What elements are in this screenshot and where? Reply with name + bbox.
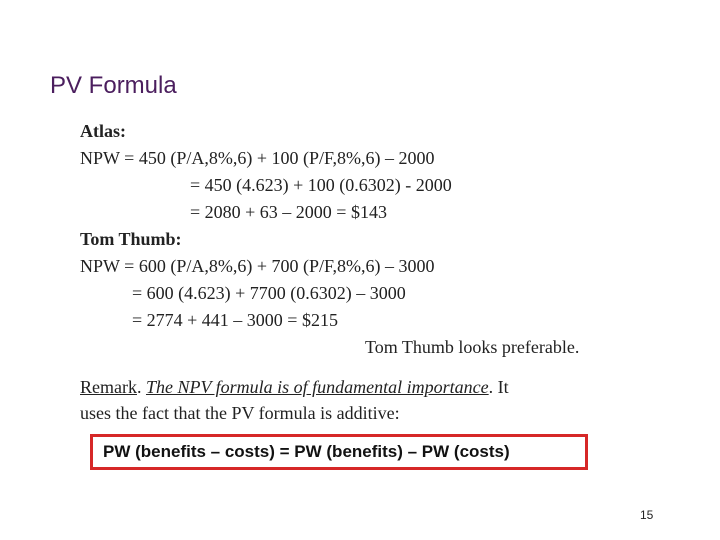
conclusion-text: Tom Thumb looks preferable.	[365, 337, 580, 357]
pw-additivity-formula: PW (benefits – costs) = PW (benefits) – PW (costs)	[103, 442, 510, 461]
atlas-formula-line-2: = 450 (4.623) + 100 (0.6302) - 2000	[190, 175, 452, 195]
remark-separator-1: .	[136, 377, 146, 397]
remark-label: Remark	[80, 377, 137, 397]
atlas-heading: Atlas:	[80, 121, 126, 141]
remark-separator-2: . It	[488, 377, 509, 397]
tom-thumb-formula-line-3: = 2774 + 441 – 3000 = $215	[132, 310, 338, 330]
pw-additivity-formula-box	[90, 434, 588, 470]
remark-line-2: uses the fact that the PV formula is additive:	[80, 403, 400, 423]
remark-line-1	[80, 374, 509, 400]
atlas-formula-line-1: NPW = 450 (P/A,8%,6) + 100 (P/F,8%,6) – 2000	[80, 148, 435, 168]
atlas-formula-line-3: = 2080 + 63 – 2000 = $143	[190, 202, 387, 222]
tom-thumb-formula-line-2: = 600 (4.623) + 7700 (0.6302) – 3000	[132, 283, 406, 303]
page-number: 15	[640, 508, 654, 522]
slide-title: PV Formula	[50, 72, 177, 99]
tom-thumb-heading: Tom Thumb:	[80, 229, 182, 249]
tom-thumb-formula-line-1: NPW = 600 (P/A,8%,6) + 700 (P/F,8%,6) – 3000	[80, 256, 435, 276]
remark-emphasis: The NPV formula is of fundamental importance	[145, 377, 489, 397]
